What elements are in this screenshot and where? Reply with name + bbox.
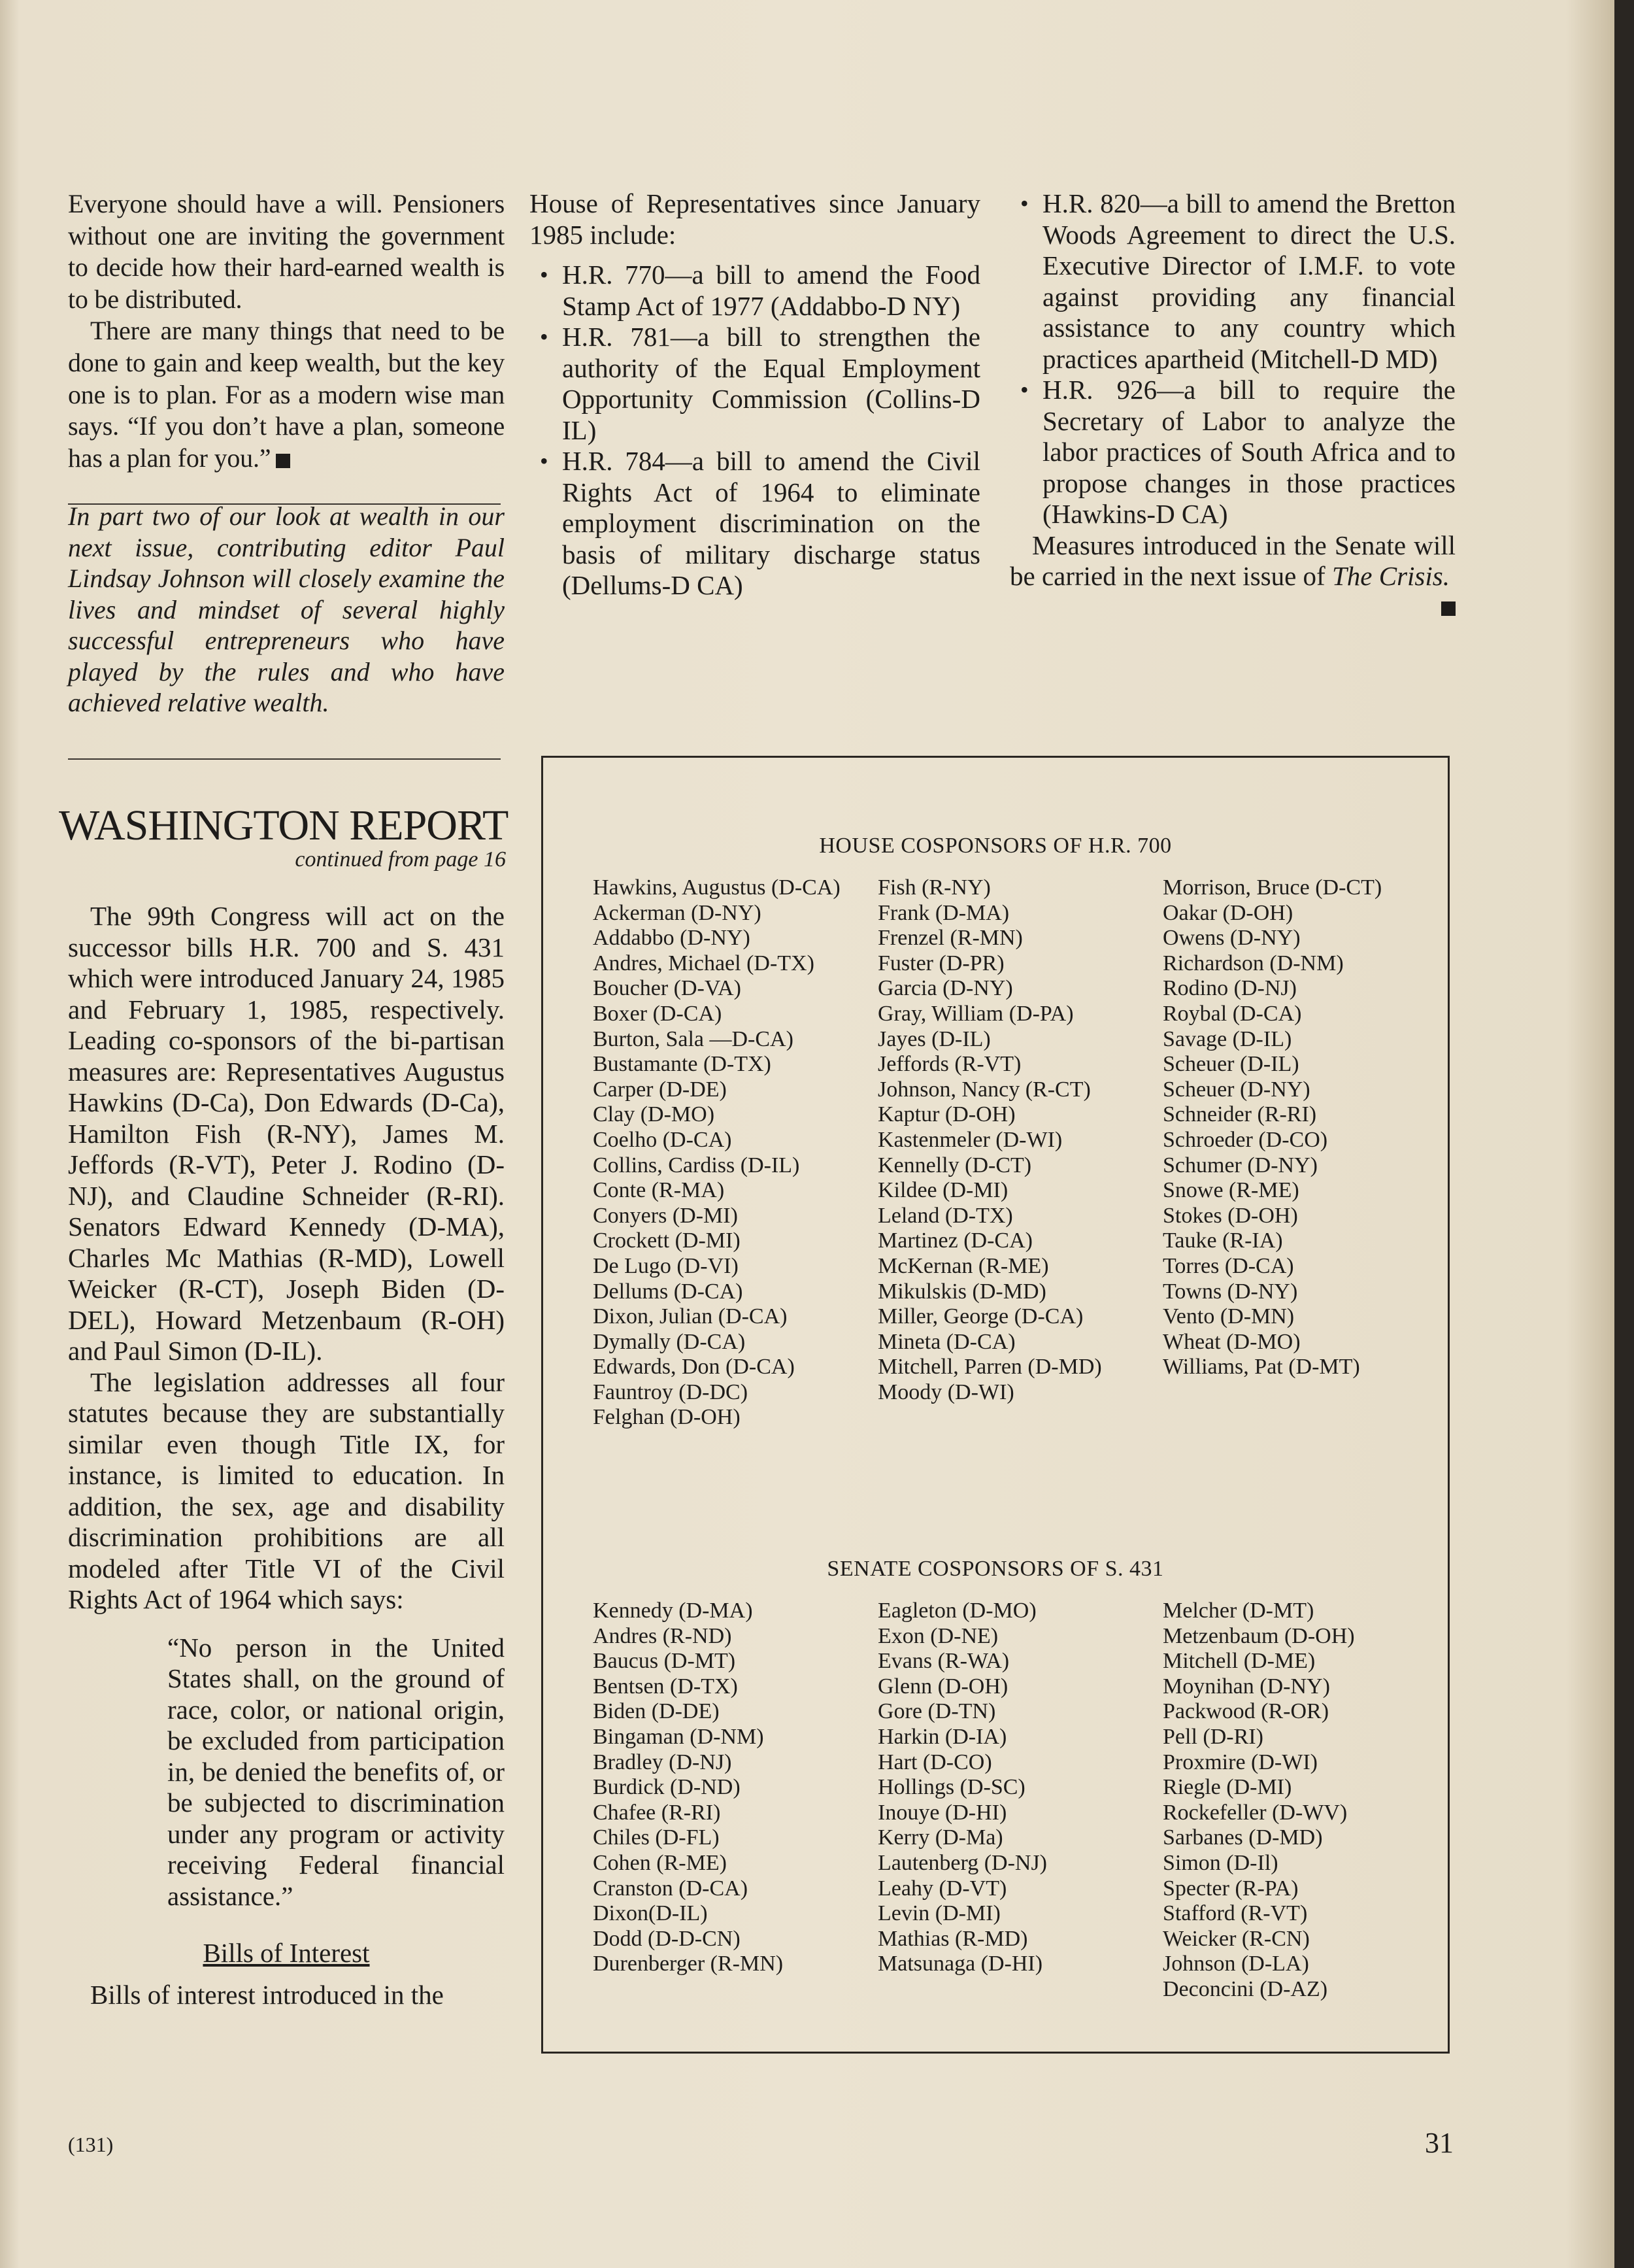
cosponsor: Dixon, Julian (D-CA) [593,1304,788,1329]
cosponsor: Leahy (D-VT) [878,1876,1007,1901]
cosponsor: Rockefeller (D-WV) [1163,1800,1348,1825]
cosponsor: Fuster (D-PR) [878,951,1005,975]
cosponsor: Durenberger (R-MN) [593,1952,784,1976]
bill-item: • H.R. 781—a bill to strengthen the authority of the Equal Employment Opportunity Commission (Collins-D IL) [540,322,980,445]
cosponsor: Eagleton (D-MO) [878,1599,1037,1623]
cosponsor: Bustamante (D-TX) [593,1052,771,1077]
cosponsor: Boxer (D-CA) [593,1001,722,1026]
cosponsor: Frenzel (R-MN) [878,926,1023,951]
cosponsor: Burdick (D-ND) [593,1775,741,1800]
cosponsor: Packwood (R-OR) [1163,1699,1329,1724]
end-mark-icon [1441,601,1456,616]
cosponsor: Deconcini (D-AZ) [1163,1976,1328,2001]
cosponsor: Bentsen (D-TX) [593,1674,738,1699]
cosponsor: Dodd (D-D-CN) [593,1926,741,1951]
cosponsor: Oakar (D-OH) [1163,900,1293,925]
cosponsor: Hawkins, Augustus (D-CA) [593,875,841,900]
cosponsor: Martinez (D-CA) [878,1228,1033,1253]
wealth-article-ending [68,188,505,474]
cosponsor: Williams, Pat (D-MT) [1163,1355,1360,1379]
cosponsor: Inouye (D-HI) [878,1800,1007,1825]
cosponsor: Glenn (D-OH) [878,1674,1009,1699]
cosponsor: Towns (D-NY) [1163,1279,1298,1304]
report-paragraph: The 99th Congress will act on the successor bills H.R. 700 and S. 431 which were introduced January 24, 1985 and February 1, 1985, respectively. Leading co-sponsors of the bi-partisan measures are: Representatives Augustus Hawkins (D-Ca), Don Edwards (D-Ca), Hamilton Fish (R-NY), James M. Jeffords (R-VT), Peter J. Rodino (D-NJ), and Claudine Schneider (R-RI). Senators Edward Kennedy (D-MA), Charles Mc Mathias (R-MD), Lowell Weicker (R-CT), Joseph Biden (D-DEL), Howard Metzenbaum (R-OH) and Paul Simon (D-IL). [68,901,505,1366]
cosponsor: Frank (D-MA) [878,900,1010,925]
cosponsor: Torres (D-CA) [1163,1253,1294,1278]
cosponsor: Moynihan (D-NY) [1163,1674,1330,1699]
cosponsor: Exon (D-NE) [878,1623,999,1648]
cosponsor: Boucher (D-VA) [593,976,741,1001]
bills-intro: Bills of interest introduced in the [90,1979,444,2010]
section-heading: WASHINGTON REPORT [59,802,509,849]
cosponsor: Ackerman (D-NY) [593,900,761,925]
continued-note: continued from page 16 [295,847,506,872]
bill-item: • H.R. 820—a bill to amend the Bretton Woods Agreement to direct the U.S. Executive Director of I.M.F. to vote against providing any financial assistance to any country which practices apartheid (Mitchell-D MD) [1020,188,1456,374]
cosponsor: Savage (D-IL) [1163,1026,1292,1051]
cosponsor: Coelho (D-CA) [593,1127,732,1152]
cosponsor: Johnson (D-LA) [1163,1952,1309,1976]
cosponsor: Garcia (D-NY) [878,976,1013,1001]
cosponsor: Mineta (D-CA) [878,1329,1016,1354]
cosponsor: Conyers (D-MI) [593,1203,738,1228]
next-issue-teaser: In part two of our look at wealth in our next issue, contributing editor Paul Lindsay Johnson will closely examine the lives and mindset of several highly successful entrepreneurs who have played by the rules and who have achieved relative wealth. [68,501,505,717]
senate-column-3 [1163,1599,1431,2003]
cosponsor: Vento (D-MN) [1163,1304,1295,1329]
cosponsor: Johnson, Nancy (R-CT) [878,1077,1091,1102]
cosponsor: Scheuer (D-NY) [1163,1077,1310,1102]
cosponsor: Cranston (D-CA) [593,1876,748,1901]
cosponsor: Kildee (D-MI) [878,1178,1009,1203]
cosponsor: Scheuer (D-IL) [1163,1052,1299,1077]
cosponsor: Stafford (R-VT) [1163,1901,1308,1926]
cosponsor: Kaptur (D-OH) [878,1102,1016,1127]
article-paragraph-end: There are many things that need to be done to gain and keep wealth, but the key one is to plan. For as a modern wise man says. “If you don’t have a plan, someone has a plan for you.” [68,316,505,473]
senate-column-2 [878,1599,1146,1977]
cosponsor: Fauntroy (D-DC) [593,1379,748,1404]
article-paragraph: Everyone should have a will. Pensioners without one are inviting the government to decide how their hard-earned wealth is to be distributed. [68,189,505,314]
cosponsor: Schroeder (D-CO) [1163,1127,1328,1152]
cosponsor: Edwards, Don (D-CA) [593,1355,795,1379]
cosponsor: Stokes (D-OH) [1163,1203,1298,1228]
cosponsor: Roybal (D-CA) [1163,1001,1302,1026]
cosponsor: Jayes (D-IL) [878,1026,991,1051]
cosponsor: Dymally (D-CA) [593,1329,746,1354]
cosponsor: Kastenmeler (D-WI) [878,1127,1063,1152]
bill-item: • H.R. 770—a bill to amend the Food Stamp Act of 1977 (Addabbo-D NY) [540,260,980,321]
cosponsor: De Lugo (D-VI) [593,1253,739,1278]
senate-column-1 [593,1599,861,1977]
cosponsor: Kennedy (D-MA) [593,1599,753,1623]
cosponsor: Bingaman (D-NM) [593,1724,764,1749]
issue-page-number: (131) [68,2133,114,2156]
cosponsor: Morrison, Bruce (D-CT) [1163,875,1382,900]
cosponsor: Gray, William (D-PA) [878,1001,1074,1026]
cosponsor: Mitchell, Parren (D-MD) [878,1355,1102,1379]
cosponsor: Snowe (R-ME) [1163,1178,1299,1203]
cosponsor: Biden (D-DE) [593,1699,720,1724]
cosponsor: Schumer (D-NY) [1163,1153,1318,1177]
cosponsor: Tauke (R-IA) [1163,1228,1283,1253]
block-quote: “No person in the United States shall, on the ground of race, color, or national origin, be excluded from participation in, be denied the benefits of, or be subjected to discrimination under any program or activity receiving Federal financial assistance.” [167,1632,505,1911]
cosponsor: McKernan (R-ME) [878,1253,1049,1278]
senate-cosponsors-heading: SENATE COSPONSORS OF S. 431 [827,1557,1164,1581]
cosponsor: Chiles (D-FL) [593,1825,720,1850]
house-column-2 [878,875,1146,1405]
cosponsor: Harkin (D-IA) [878,1724,1007,1749]
cosponsor: Fish (R-NY) [878,875,991,900]
cosponsor: Leland (D-TX) [878,1203,1013,1228]
bill-item: • H.R. 784—a bill to amend the Civil Rights Act of 1964 to eliminate employment discrimination on the basis of military discharge status (Dellums-D CA) [540,446,980,600]
cosponsor: Jeffords (R-VT) [878,1052,1022,1077]
cosponsor: Wheat (D-MO) [1163,1329,1301,1354]
cosponsor: Weicker (R-CN) [1163,1926,1310,1951]
cosponsor: Conte (R-MA) [593,1178,725,1203]
cosponsor: Kennelly (D-CT) [878,1153,1032,1177]
cosponsor: Proxmire (D-WI) [1163,1750,1318,1774]
cosponsor: Levin (D-MI) [878,1901,1001,1926]
cosponsor: Owens (D-NY) [1163,926,1301,951]
cosponsor: Riegle (D-MI) [1163,1775,1292,1800]
report-paragraph: The legislation addresses all four statutes because they are substantially similar even though Title IX, for instance, is limited to education. In addition, the sex, age and disability discrimination prohibitions are all modeled after Title VI of the Civil Rights Act of 1964 which says: [68,1366,505,1614]
page-number: 31 [1425,2127,1454,2159]
cosponsor: Dellums (D-CA) [593,1279,743,1304]
cosponsor: Hart (D-CO) [878,1750,992,1774]
house-cosponsors-heading: HOUSE COSPONSORS OF H.R. 700 [819,834,1172,858]
washington-report-body [68,901,505,2010]
cosponsor: Melcher (D-MT) [1163,1599,1314,1623]
bill-item: • H.R. 926—a bill to require the Secretary of Labor to analyze the labor practices of South Africa and to propose changes in those practices (Hawkins-D CA) [1020,375,1456,529]
cosponsor: Andres, Michael (D-TX) [593,951,814,975]
cosponsor: Evans (R-WA) [878,1649,1010,1674]
cosponsor: Crockett (D-MI) [593,1228,741,1253]
cosponsor: Cohen (R-ME) [593,1850,727,1875]
cosponsor: Baucus (D-MT) [593,1649,736,1674]
cosponsor: Clay (D-MO) [593,1102,715,1127]
cosponsor: Rodino (D-NJ) [1163,976,1297,1001]
house-column-1 [593,875,841,1430]
bills-column-2 [529,188,980,601]
cosponsor: Schneider (R-RI) [1163,1102,1317,1127]
cosponsor: Andres (R-ND) [593,1623,732,1648]
cosponsor: Collins, Cardiss (D-IL) [593,1153,800,1177]
cosponsor: Lautenberg (D-NJ) [878,1850,1048,1875]
teaser-box [68,501,505,719]
cosponsor: Dixon(D-IL) [593,1901,708,1926]
cosponsor: Matsunaga (D-HI) [878,1952,1043,1976]
cosponsor: Felghan (D-OH) [593,1405,741,1430]
cosponsor: Miller, George (D-CA) [878,1304,1084,1329]
cosponsor: Bradley (D-NJ) [593,1750,732,1774]
cosponsor: Richardson (D-NM) [1163,951,1344,975]
cosponsor: Chafee (R-RI) [593,1800,721,1825]
cosponsor: Kerry (D-Ma) [878,1825,1003,1850]
end-mark-icon [276,454,290,468]
cosponsor: Specter (R-PA) [1163,1876,1299,1901]
cosponsor: Mikulskis (D-MD) [878,1279,1046,1304]
cosponsor: Simon (D-Il) [1163,1850,1278,1875]
cosponsor: Mathias (R-MD) [878,1926,1028,1951]
bills-intro-continued: House of Representatives since January 1985 include: [529,188,980,250]
cosponsor: Addabbo (D-NY) [593,926,750,951]
bills-subheading: Bills of Interest [203,1938,370,1968]
cosponsor: Moody (D-WI) [878,1379,1014,1404]
house-column-3 [1163,875,1431,1380]
cosponsor: Gore (D-TN) [878,1699,996,1724]
cosponsor: Mitchell (D-ME) [1163,1649,1316,1674]
cosponsor: Sarbanes (D-MD) [1163,1825,1323,1850]
cosponsor: Carper (D-DE) [593,1077,727,1102]
cosponsor: Burton, Sala —D-CA) [593,1026,793,1051]
teaser-bottom-divider [68,758,501,760]
bills-column-3 [1010,188,1456,616]
cosponsor: Metzenbaum (D-OH) [1163,1623,1355,1648]
cosponsors-box [541,756,1450,2054]
closing-paragraph: Measures introduced in the Senate will be carried in the next issue of The Crisis. [1010,530,1456,592]
cosponsor: Pell (D-RI) [1163,1724,1263,1749]
cosponsor: Hollings (D-SC) [878,1775,1025,1800]
